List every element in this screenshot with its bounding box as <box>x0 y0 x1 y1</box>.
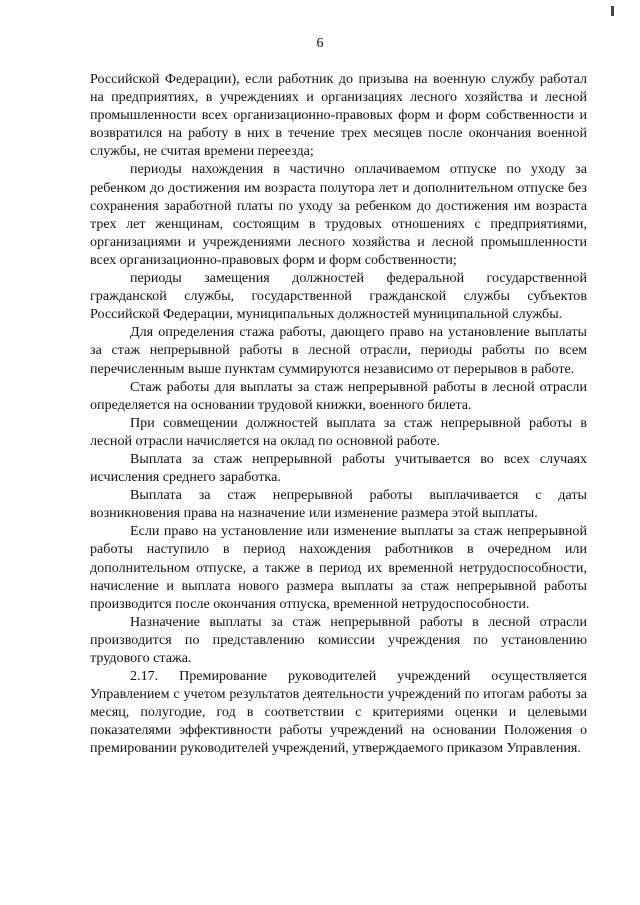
scan-mark <box>611 6 614 16</box>
paragraph: периоды замещения должностей федеральной государственной гражданской службы, государственной гражданской службы субъектов Российской Федерации, муниципальных должностей муниципальной службы. <box>90 270 587 323</box>
paragraph: При совмещении должностей выплата за стаж непрерывной работы в лесной отрасли начисляется на оклад по основной работе. <box>90 414 587 449</box>
document-body <box>90 70 587 758</box>
page-number: 6 <box>316 36 324 51</box>
paragraph: Выплата за стаж непрерывной работы учитывается во всех случаях исчисления среднего заработка. <box>90 450 587 486</box>
paragraph: Стаж работы для выплаты за стаж непрерывной работы в лесной отрасли определяется на основании трудовой книжки, военного билета. <box>90 378 587 413</box>
paragraph-section-2-17: 2.17. Премирование руководителей учреждений осуществляется Управлением с учетом результатов деятельности учреждений по итогам работы за месяц, полугодие, год в соответствии с критериями оценки и целевыми показателями эффективности работы учреждений на основании Положения о премировании руководителей учреждений, утверждаемого приказом Управления. <box>90 668 587 757</box>
paragraph: Назначение выплаты за стаж непрерывной работы в лесной отрасли производится по представлению комиссии учреждения по установлению трудового стажа. <box>90 613 587 666</box>
paragraph: Для определения стажа работы, дающего право на установление выплаты за стаж непрерывной работы в лесной отрасли, периоды работы по всем перечисленным выше пунктам суммируются независимо от перерывов в работе. <box>90 324 587 377</box>
paragraph: Если право на установление или изменение выплаты за стаж непрерывной работы наступило в период нахождения работников в очередном или дополнительном отпуске, а также в период их временной нетрудоспособности, начисление и выплата нового размера выплаты за стаж непрерывной работы производится после окончания отпуска, временной нетрудоспособности. <box>90 523 587 612</box>
paragraph: Выплата за стаж непрерывной работы выплачивается с даты возникновения права на назначение или изменение размера этой выплаты. <box>90 487 587 522</box>
paragraph-continuation: Российской Федерации), если работник до призыва на военную службу работал на предприятиях, в учреждениях и организациях лесного хозяйства и лесной промышленности всех организационно-правовых форм и форм собственности и возвратился на работу в них в течение трех месяцев после окончания военной службы, не считая времени переезда; <box>90 71 587 160</box>
paragraph: периоды нахождения в частично оплачиваемом отпуске по уходу за ребенком до достижения им возраста полутора лет и дополнительном отпуске без сохранения заработной платы по уходу за ребенком до достижения им возраста трех лет женщинам, состоящим в трудовых отношениях с предприятиями, организациями и учреждениями лесного хозяйства и лесной промышленности всех организационно-правовых форм и форм собственности; <box>90 161 587 268</box>
